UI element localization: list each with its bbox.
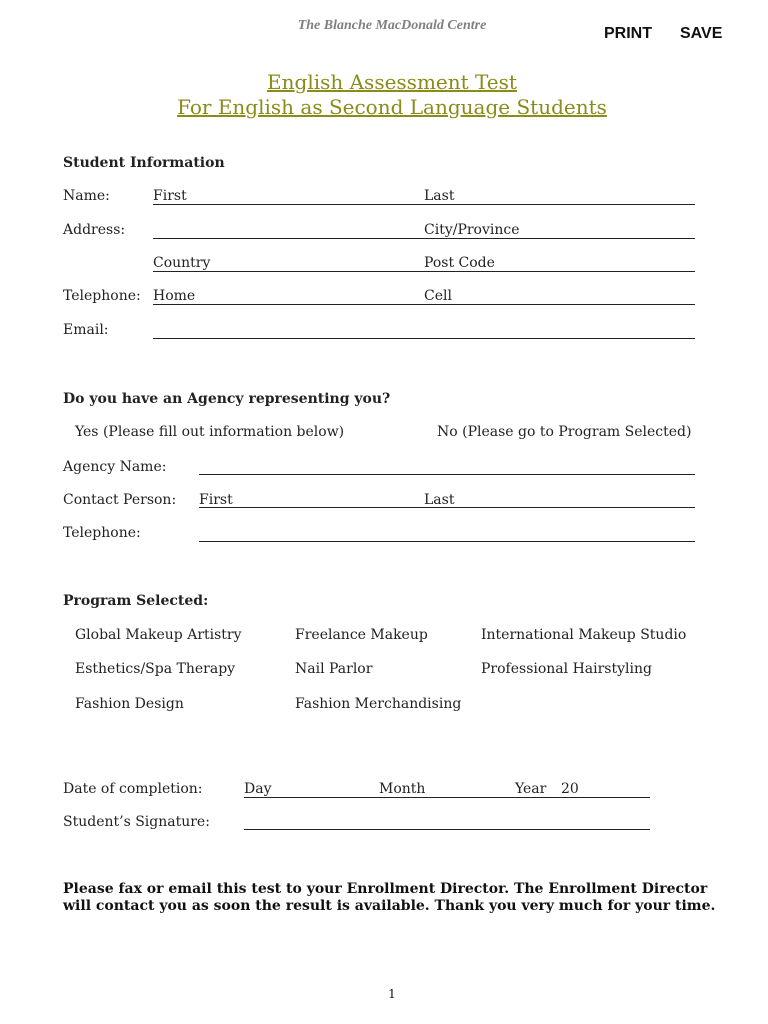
country-label: Country [153,255,211,271]
program-option-nail-parlor[interactable]: Nail Parlor [295,661,373,677]
agency-name-label: Agency Name: [63,459,167,475]
month-label: Month [379,781,426,797]
program-option-fashion-merchandising[interactable]: Fashion Merchandising [295,696,462,712]
country-postcode-field[interactable] [153,271,695,272]
contact-first-label: First [199,492,233,508]
save-button[interactable]: SAVE [680,25,723,42]
date-field[interactable] [244,797,650,798]
email-field[interactable] [153,338,695,339]
program-option-esthetics[interactable]: Esthetics/Spa Therapy [75,661,236,677]
year-prefix: 20 [561,781,579,797]
address-field[interactable] [153,238,695,239]
agency-yes-option[interactable]: Yes (Please fill out information below) [75,424,345,440]
email-label: Email: [63,322,109,338]
telephone-field[interactable] [153,304,695,305]
footer-note: Please fax or email this test to your Enrollment Director. The Enrollment Director will contact you as soon the result is available. Thank you very much for your time. [63,881,716,914]
cell-label: Cell [424,288,452,304]
home-label: Home [153,288,196,304]
address-label: Address: [63,222,126,238]
program-option-international-makeup[interactable]: International Makeup Studio [481,627,687,643]
program-option-freelance-makeup[interactable]: Freelance Makeup [295,627,428,643]
day-label: Day [244,781,272,797]
program-option-hairstyling[interactable]: Professional Hairstyling [481,661,652,677]
signature-field[interactable] [244,829,650,830]
last-name-label: Last [424,188,455,204]
org-name: The Blanche MacDonald Centre [297,18,487,33]
date-completion-label: Date of completion: [63,781,203,797]
name-label: Name: [63,188,110,204]
contact-person-label: Contact Person: [63,492,177,508]
postcode-label: Post Code [424,255,495,271]
print-button[interactable]: PRINT [604,25,652,42]
city-label: City/Province [424,222,520,238]
agency-no-option[interactable]: No (Please go to Program Selected) [437,424,692,440]
agency-name-field[interactable] [199,474,695,475]
student-info-heading: Student Information [63,155,225,171]
agency-telephone-label: Telephone: [63,525,141,541]
program-option-fashion-design[interactable]: Fashion Design [75,696,184,712]
telephone-label: Telephone: [63,288,141,304]
agency-telephone-field[interactable] [199,541,695,542]
signature-label: Student’s Signature: [63,814,210,830]
page-number: 1 [388,987,396,1001]
agency-question: Do you have an Agency representing you? [63,391,391,407]
page-subtitle: For English as Second Language Students [177,95,607,119]
page-title: English Assessment Test [267,70,517,94]
name-field[interactable] [153,204,695,205]
program-option-global-makeup[interactable]: Global Makeup Artistry [75,627,242,643]
year-label: Year [515,781,547,797]
contact-last-label: Last [424,492,455,508]
program-heading: Program Selected: [63,593,209,609]
first-name-label: First [153,188,187,204]
